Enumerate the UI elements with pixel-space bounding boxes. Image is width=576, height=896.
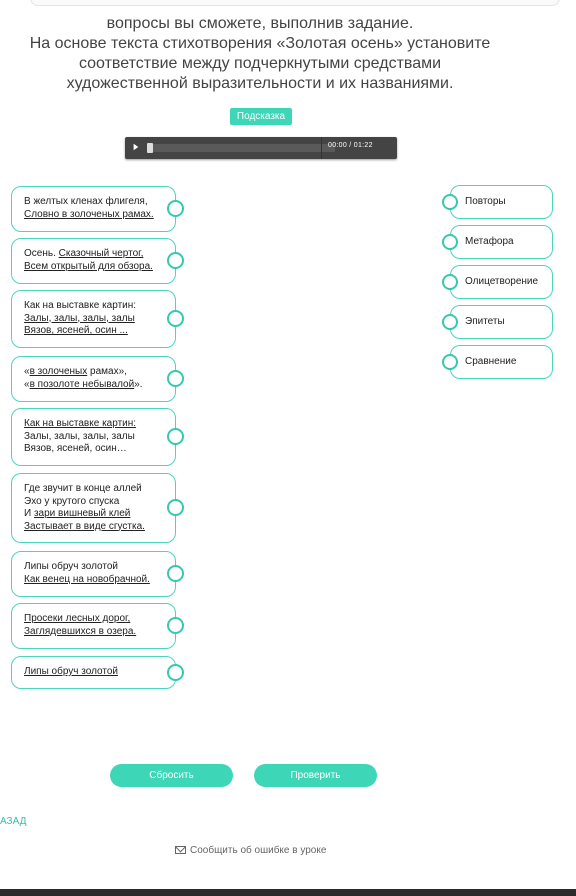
left-item-line <box>24 431 167 444</box>
right-item-card[interactable] <box>450 265 553 299</box>
line-suffix: рамах», <box>87 366 127 377</box>
left-item-line <box>24 508 167 521</box>
report-error-label: Сообщить об ошибке в уроке <box>190 845 327 856</box>
left-item-card[interactable] <box>11 290 176 348</box>
left-item-line <box>24 261 167 274</box>
connector-dot[interactable] <box>167 617 184 634</box>
underlined-phrase: Заглядевшихся в озера. <box>24 625 137 637</box>
instruction-line: соответствие между подчеркнутыми средствами <box>78 55 442 72</box>
left-item-line <box>24 313 167 326</box>
line-text: В желтых кленах флигеля, <box>24 196 148 207</box>
instruction-line: вопросы вы сможете, выполнив задание. <box>106 15 414 32</box>
underlined-phrase: Просеки лесных дорог, <box>24 613 131 624</box>
right-item-label: Олицетворение <box>465 276 539 287</box>
left-item-line <box>24 248 167 261</box>
top-bar <box>30 0 560 6</box>
left-item-line <box>24 443 167 456</box>
connector-dot[interactable] <box>167 200 184 217</box>
left-item-line <box>24 418 167 431</box>
hint-button[interactable]: Подсказка <box>230 108 292 125</box>
right-item-label: Повторы <box>465 196 506 207</box>
left-item-line <box>24 209 167 222</box>
left-item-line <box>24 483 167 496</box>
underlined-phrase: Застывает в виде сгустка. <box>24 520 145 532</box>
underlined-phrase: Словно в золоченых рамах. <box>24 208 154 220</box>
left-item-line <box>24 300 167 313</box>
left-item-line <box>24 325 167 338</box>
left-item-line <box>24 379 167 392</box>
connector-dot[interactable] <box>442 194 458 210</box>
left-item-line <box>24 561 167 574</box>
underlined-phrase: в золоченых <box>29 366 88 377</box>
reset-button[interactable]: Сбросить <box>110 764 233 787</box>
line-text: Липы обруч золотой <box>24 561 118 572</box>
line-text: Эхо у крутого спуска <box>24 495 120 507</box>
connector-dot[interactable] <box>167 310 184 327</box>
line-text: Залы, залы, залы, залы <box>24 430 135 442</box>
report-error-link[interactable] <box>175 845 326 856</box>
instruction-line: художественной выразительности и их названиями. <box>66 75 454 92</box>
line-suffix: ». <box>134 378 143 390</box>
line-prefix: И <box>24 508 34 519</box>
audio-progress-knob[interactable] <box>147 143 153 153</box>
underlined-phrase: зари вишневый клей <box>33 508 131 519</box>
connector-dot[interactable] <box>167 664 184 681</box>
left-item-line <box>24 666 167 679</box>
connector-dot[interactable] <box>442 354 458 370</box>
left-item-card[interactable] <box>11 356 176 402</box>
right-item-card[interactable] <box>450 225 553 259</box>
audio-divider <box>321 137 322 159</box>
play-icon[interactable] <box>134 144 139 150</box>
line-text: Вязов, ясеней, осин… <box>24 443 127 454</box>
underlined-phrase: Как на выставке картин: <box>24 418 137 429</box>
underlined-phrase: Липы обруч золотой <box>24 666 118 677</box>
left-item-line <box>24 613 167 626</box>
audio-time: 00:00 / 01:22 <box>328 142 373 149</box>
underlined-phrase: Как венец на новобрачной. <box>24 573 150 585</box>
left-item-card[interactable] <box>11 186 176 232</box>
connector-dot[interactable] <box>167 370 184 387</box>
left-item-line <box>24 496 167 509</box>
connector-dot[interactable] <box>167 428 184 445</box>
connector-dot[interactable] <box>167 252 184 269</box>
back-link[interactable]: АЗАД <box>0 816 27 827</box>
left-item-card[interactable] <box>11 551 176 597</box>
underlined-phrase: Залы, залы, залы, залы <box>24 312 135 324</box>
right-item-card[interactable] <box>450 185 553 219</box>
line-prefix: « <box>24 378 30 390</box>
left-item-card[interactable] <box>11 656 176 689</box>
connector-dot[interactable] <box>442 234 458 250</box>
line-text: Как на выставке картин: <box>24 300 137 311</box>
left-item-line <box>24 366 167 379</box>
audio-progress-bar[interactable] <box>147 144 335 152</box>
connector-dot[interactable] <box>167 499 184 516</box>
left-item-card[interactable] <box>11 408 176 466</box>
left-item-card[interactable] <box>11 238 176 284</box>
left-item-line <box>24 196 167 209</box>
connector-dot[interactable] <box>442 314 458 330</box>
left-item-line <box>24 574 167 587</box>
underlined-phrase: Всем открытый для обзора. <box>24 260 153 272</box>
underlined-phrase: Вязов, ясеней, осин ... <box>24 325 128 336</box>
task-instructions <box>0 14 520 94</box>
left-item-card[interactable] <box>11 603 176 649</box>
line-text: Где звучит в конце аллей <box>24 483 142 494</box>
right-item-label: Эпитеты <box>465 316 505 327</box>
line-prefix: « <box>24 366 30 377</box>
connector-dot[interactable] <box>442 274 458 290</box>
left-item-card[interactable] <box>11 473 176 543</box>
connector-dot[interactable] <box>167 565 184 582</box>
right-item-card[interactable] <box>450 305 553 339</box>
audio-player <box>125 137 397 159</box>
underlined-phrase: в позолоте небывалой <box>29 378 135 390</box>
check-button[interactable]: Проверить <box>254 764 377 787</box>
instruction-line: На основе текста стихотворения «Золотая осень» установите <box>29 35 491 52</box>
envelope-icon <box>175 846 186 854</box>
left-item-line <box>24 521 167 534</box>
right-item-label: Метафора <box>465 236 514 247</box>
underlined-phrase: Сказочный чертог, <box>58 248 144 259</box>
right-item-label: Сравнение <box>465 356 517 367</box>
left-item-line <box>24 626 167 639</box>
bottom-strip <box>0 889 576 896</box>
right-item-card[interactable] <box>450 345 553 379</box>
line-prefix: Осень. <box>24 248 59 259</box>
